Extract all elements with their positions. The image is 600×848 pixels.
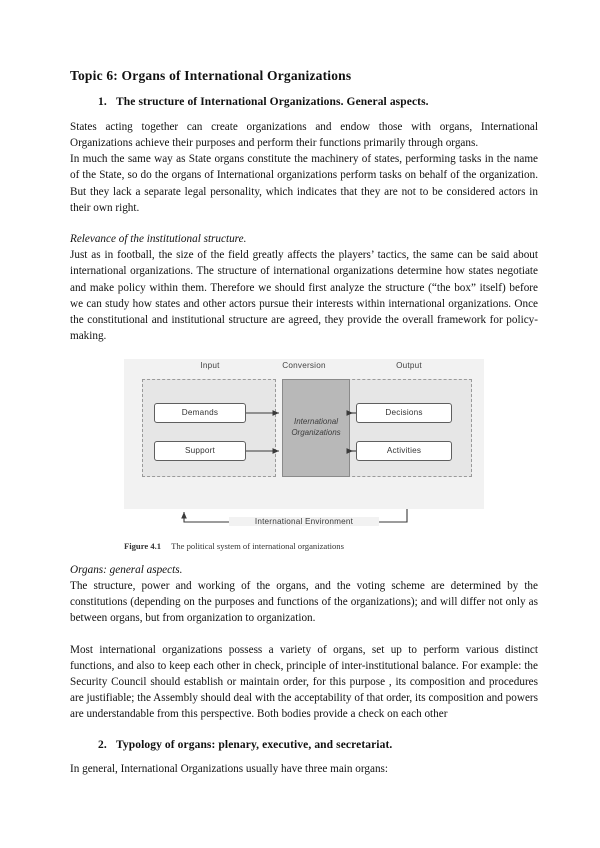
subheading-relevance: Relevance of the institutional structure. — [70, 232, 247, 245]
figure-label-input: Input — [200, 360, 220, 370]
figure-conversion-box — [282, 379, 350, 477]
section-number-1: 1. — [98, 96, 107, 109]
paragraph-spacer-3 — [70, 723, 538, 738]
section-title-2: Typology of organs: plenary, executive, and secretariat. — [116, 738, 393, 751]
figure-node-demands — [154, 403, 246, 423]
figure-node-support — [154, 441, 246, 461]
paragraph-spacer-2 — [70, 627, 538, 642]
section-number-2: 2. — [98, 738, 107, 751]
subheading-organs: Organs: general aspects. — [70, 563, 183, 576]
figure-caption-number: Figure 4.1 — [124, 540, 162, 551]
paragraph-spacer — [70, 216, 538, 231]
paragraph-organs: The structure, power and working of the organs, and the voting scheme are determined by the constitutions (depending on the purposes and functions of the organizations); and will differ not only as between organs, but from organization to organization. — [70, 579, 538, 625]
figure-label-conversion: Conversion — [282, 360, 326, 370]
figure-node-demands-label: Demands — [181, 408, 219, 418]
figure-container — [70, 359, 538, 551]
figure-label-output: Output — [396, 360, 422, 370]
figure-node-activities-label: Activities — [386, 446, 422, 456]
figure-node-decisions-label: Decisions — [385, 408, 423, 418]
figure-column-labels — [124, 361, 484, 375]
section-title-1: The structure of International Organizations. General aspects. — [116, 96, 429, 109]
section-heading-1 — [70, 95, 538, 109]
figure-node-decisions — [356, 403, 452, 423]
paragraph-typology: In general, International Organizations usually have three main organs: — [70, 763, 389, 776]
paragraph-relevance: Just as in football, the size of the field greatly affects the players’ tactics, the same can be said about international organizations. The structure of international organizations determine how states negotiate and make policy within them. Therefore we should first analyze the structure (“the box” itself) before we can study how states and other actors pursue their interests within international organizations. Once the constitutional and institutional structure are agreed, they provide the overall framework for policy-making. — [70, 249, 538, 343]
figure-node-activities — [356, 441, 452, 461]
figure-node-support-label: Support — [184, 446, 216, 456]
paragraph-intro-1: States acting together can create organizations and endow those with organs, International Organizations achieve their purposes and perform their functions primarily through organs. — [70, 120, 538, 149]
figure-caption — [124, 541, 484, 551]
section-heading-2 — [70, 738, 538, 752]
figure-panel-output — [342, 379, 472, 477]
figure-caption-text: The political system of international organizations — [171, 540, 344, 551]
figure-political-system — [124, 359, 484, 551]
figure-bottom-spacer — [70, 551, 538, 562]
figure-feedback-label: International Environment — [229, 517, 379, 526]
figure-feedback-loop — [124, 509, 484, 535]
figure-diagram-area — [124, 359, 484, 509]
figure-conversion-label: International Organizations — [291, 416, 341, 437]
page-title: Topic 6: Organs of International Organizations — [70, 68, 352, 83]
paragraph-balance: Most international organizations possess a variety of organs, set up to perform various distinct functions, and also to keep each other in check, principle of inter-institutional balance. For example: the Security Council should establish or maintain order, for this purpose , its composition and procedures are justifiable; the Assembly should deal with the acceptability of that order, its composition and powers are understandable from this perspective. Both bodies provide a check on each other — [70, 643, 538, 721]
paragraph-intro-2: In much the same way as State organs constitute the machinery of states, performing tasks in the name of the State, so do the organs of International organizations perform tasks on behalf of the organization. But they lack a separate legal personality, which indicates that they are not to be considered actors in their own right. — [70, 153, 538, 214]
figure-panel-input — [142, 379, 276, 477]
